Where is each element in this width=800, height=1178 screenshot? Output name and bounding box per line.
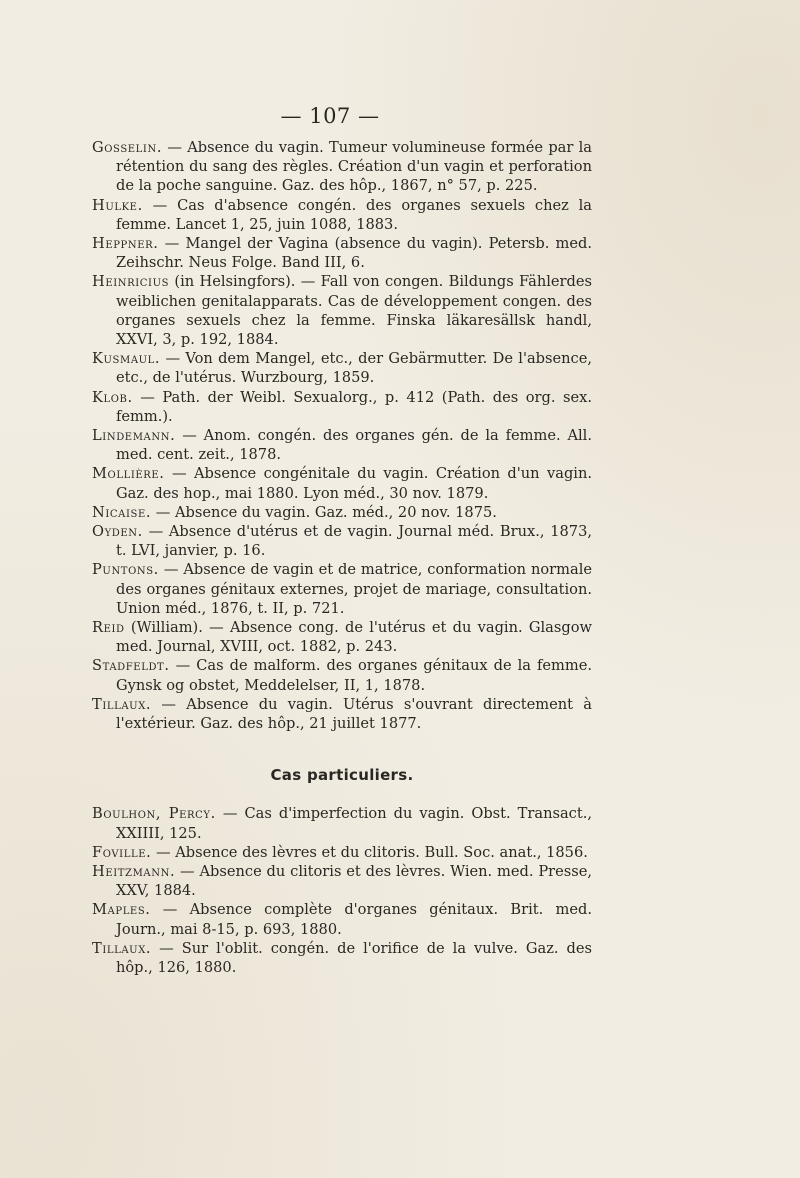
case-author: Boulhon, Percy. <box>92 805 216 823</box>
case-text: — Sur l'oblit. congén. de l'orifice de la vulve. Gaz. des hôp., 126, 1880. <box>116 939 592 976</box>
reference-list <box>92 138 592 977</box>
page-number: — 107 — <box>280 104 380 128</box>
reference-entry <box>92 503 592 522</box>
case-text: — Absence des lèvres et du clitoris. Bull. Soc. anat., 1856. <box>151 843 588 861</box>
reference-text: — Absence d'utérus et de vagin. Journal méd. Brux., 1873, t. LVI, janvier, p. 16. <box>116 523 592 560</box>
reference-text: — Cas d'absence congén. des organes sexuels chez la femme. Lancet 1, 25, juin 1088, 1883. <box>116 196 592 233</box>
reference-author: Heppner. <box>92 235 159 253</box>
reference-author: Lindemann. <box>92 427 176 445</box>
reference-entry <box>92 196 592 234</box>
reference-text: — Absence du vagin. Utérus s'ouvrant directement à l'extérieur. Gaz. des hôp., 21 juillet 1877. <box>116 695 592 733</box>
reference-author: Mollière. <box>92 465 165 483</box>
reference-entry <box>92 656 592 694</box>
reference-entry <box>92 464 592 502</box>
case-author: Maples. <box>92 901 151 919</box>
reference-text: — Von dem Mangel, etc., der Gebärmutter. De l'absence, etc., de l'utérus. Wurzbourg, 1859. <box>116 350 592 387</box>
case-entry <box>92 900 592 938</box>
reference-text: — Absence de vagin et de matrice, conformation normale des organes génitaux externes, projet de mariage, consultation. Union méd., 1876, t. II, p. 721. <box>116 561 592 617</box>
reference-entry <box>92 618 592 656</box>
reference-author: Puntons. <box>92 561 159 579</box>
reference-author: Stadfeldt. <box>92 657 170 675</box>
case-entry <box>92 843 592 862</box>
reference-entry <box>92 388 592 426</box>
case-text: — Absence du clitoris et des lèvres. Wien. med. Presse, XXV, 1884. <box>116 862 592 900</box>
case-entry <box>92 804 592 842</box>
reference-entry <box>92 426 592 464</box>
reference-author: Reid <box>92 619 125 637</box>
reference-author: Klob. <box>92 388 133 406</box>
reference-entry <box>92 695 592 733</box>
reference-author: Gosselin. <box>92 139 163 156</box>
reference-author: Oyden. <box>92 523 143 541</box>
reference-author: Tillaux. <box>92 695 152 713</box>
reference-text: — Mangel der Vagina (absence du vagin). Petersb. med. Zeihschr. Neus Folge. Band III, 6. <box>116 235 592 272</box>
case-author: Foville. <box>92 843 152 861</box>
reference-author: Heinricius <box>92 273 170 291</box>
reference-entry <box>92 522 592 560</box>
reference-text: — Absence congénitale du vagin. Création d'un vagin. Gaz. des hop., mai 1880. Lyon méd., 30 nov. 1879. <box>116 465 592 502</box>
reference-author: Hulke. <box>92 196 143 214</box>
reference-text: — Anom. congén. des organes gén. de la femme. All. med. cent. zeit., 1878. <box>116 427 592 464</box>
reference-author: Kusmaul. <box>92 350 161 368</box>
reference-text: (in Helsingfors). — Fall von congen. Bildungs Fählerdes weiblichen genitalapparats. Cas de développement congen. des organes sexuels chez la femme. Finska läkaresällsk handl, XXVI, 3, p. 192, 1884. <box>116 273 592 349</box>
case-entry <box>92 862 592 900</box>
reference-entry <box>92 234 592 272</box>
reference-text: (William). — Absence cong. de l'utérus et du vagin. Glasgow med. Journal, XVIII, oct. 1882, p. 243. <box>116 619 592 656</box>
case-entry <box>92 939 592 977</box>
reference-author: Nicaise. <box>92 503 152 521</box>
reference-text: — Cas de malform. des organes génitaux de la femme. Gynsk og obstet, Meddelelser, II, 1, 1878. <box>116 657 592 694</box>
reference-text: — Path. der Weibl. Sexualorg., p. 412 (Path. des org. sex. femm.). <box>116 388 592 425</box>
case-author: Tillaux. <box>92 939 152 957</box>
case-text: — Absence complète d'organes génitaux. Brit. med. Journ., mai 8-15, p. 693, 1880. <box>116 901 592 938</box>
reference-entry <box>92 560 592 618</box>
reference-text: — Absence du vagin. Tumeur volumineuse formée par la rétention du sang des règles. Création d'un vagin et perforation de la poche sanguine. Gaz. des hôp., 1867, n° 57, p. 225. <box>116 139 592 195</box>
section-heading: Cas particuliers. <box>270 766 414 785</box>
reference-entry <box>92 138 592 196</box>
reference-entry <box>92 349 592 387</box>
case-text: — Cas d'imperfection du vagin. Obst. Transact., XXIIII, 125. <box>116 805 592 842</box>
reference-entry <box>92 272 592 349</box>
case-author: Heitzmann. <box>92 862 176 880</box>
reference-text: — Absence du vagin. Gaz. méd., 20 nov. 1875. <box>151 503 497 521</box>
